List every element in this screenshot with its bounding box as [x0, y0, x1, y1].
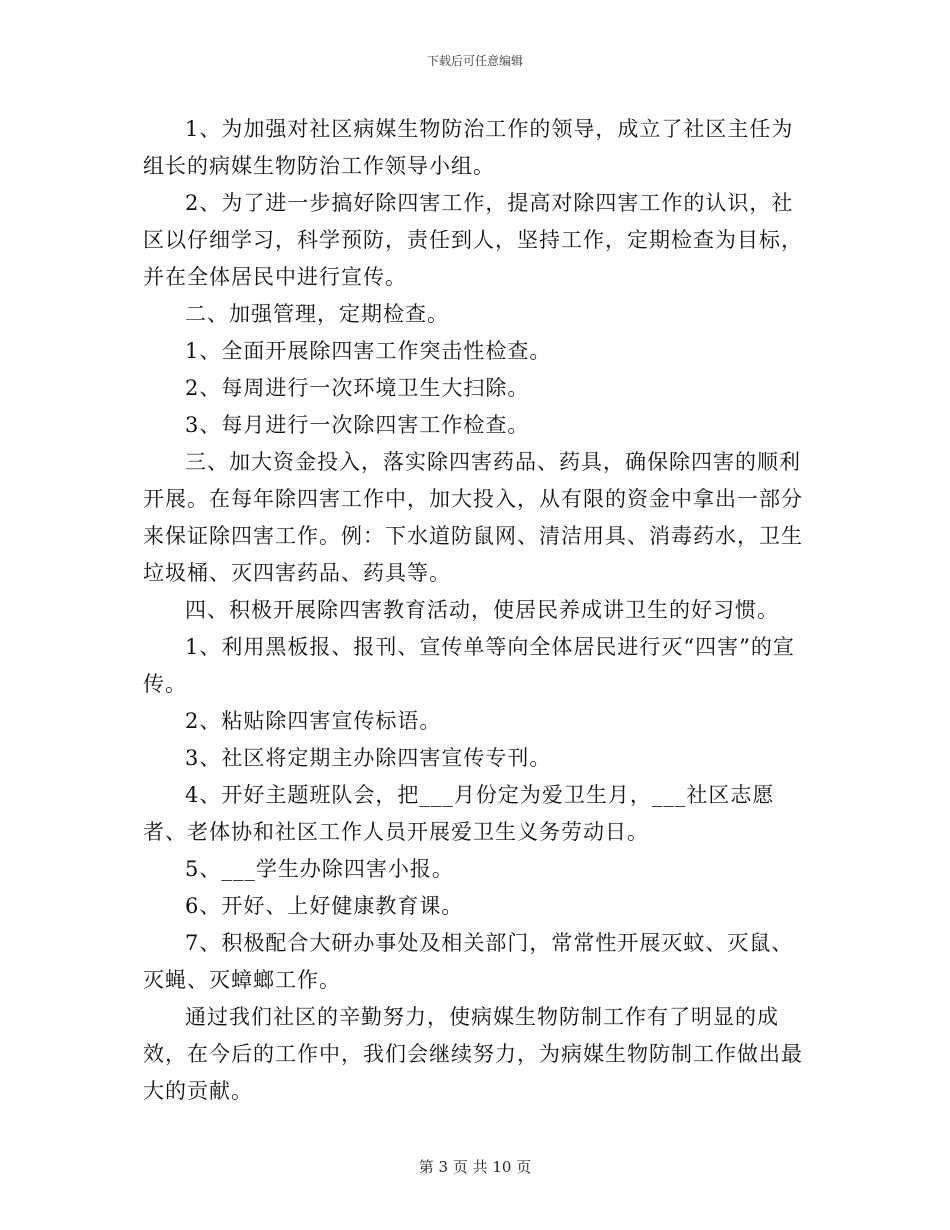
paragraph: 1、利用黑板报、报刊、宣传单等向全体居民进行灭“四害”的宣传。 [143, 635, 795, 696]
page-number: 第 3 页 共 10 页 [418, 1158, 532, 1176]
paragraph: 1、为加强对社区病媒生物防治工作的领导，成立了社区主任为组长的病媒生物防治工作领导小组。 [143, 117, 794, 178]
paragraph: 1、全面开展除四害工作突击性检查。 [185, 339, 552, 363]
page-header-note: 下载后可任意编辑 [426, 54, 523, 68]
paragraph: 2、为了进一步搞好除四害工作，提高对除四害工作的认识，社区以仔细学习，科学预防，责任到人，坚持工作，定期检查为目标，并在全体居民中进行宣传。 [143, 191, 803, 289]
section-heading: 三、加大资金投入，落实除四害药品、药具，确保除四害的顺利开展。在每年除四害工作中，加大投入，从有限的资金中拿出一部分来保证除四害工作。例：下水道防鼠网、清洁用具、消毒药水，卫生垃圾桶、灭四害药品、药具等。 [143, 450, 803, 585]
section-heading: 二、加强管理，定期检查。 [185, 302, 449, 326]
paragraph: 5、___学生办除四害小报。 [185, 857, 454, 881]
paragraph: 6、开好、上好健康教育课。 [185, 894, 464, 918]
paragraph: 3、每月进行一次除四害工作检查。 [185, 413, 530, 437]
document-body [143, 111, 807, 1110]
paragraph: 3、社区将定期主办除四害宣传专刊。 [185, 746, 552, 770]
closing-paragraph: 通过我们社区的辛勤努力，使病媒生物防制工作有了明显的成效，在今后的工作中，我们会继续努力，为病媒生物防制工作做出最大的贡献。 [143, 1005, 803, 1103]
paragraph: 4、开好主题班队会，把___月份定为爱卫生月，___社区志愿者、老体协和社区工作人员开展爱卫生义务劳动日。 [143, 783, 775, 844]
paragraph: 2、每周进行一次环境卫生大扫除。 [185, 376, 530, 400]
paragraph: 2、粘贴除四害宣传标语。 [185, 709, 442, 733]
paragraph: 7、积极配合大研办事处及相关部门，常常性开展灭蚊、灭鼠、灭蝇、灭蟑螂工作。 [143, 931, 794, 992]
section-heading: 四、积极开展除四害教育活动，使居民养成讲卫生的好习惯。 [185, 598, 779, 622]
